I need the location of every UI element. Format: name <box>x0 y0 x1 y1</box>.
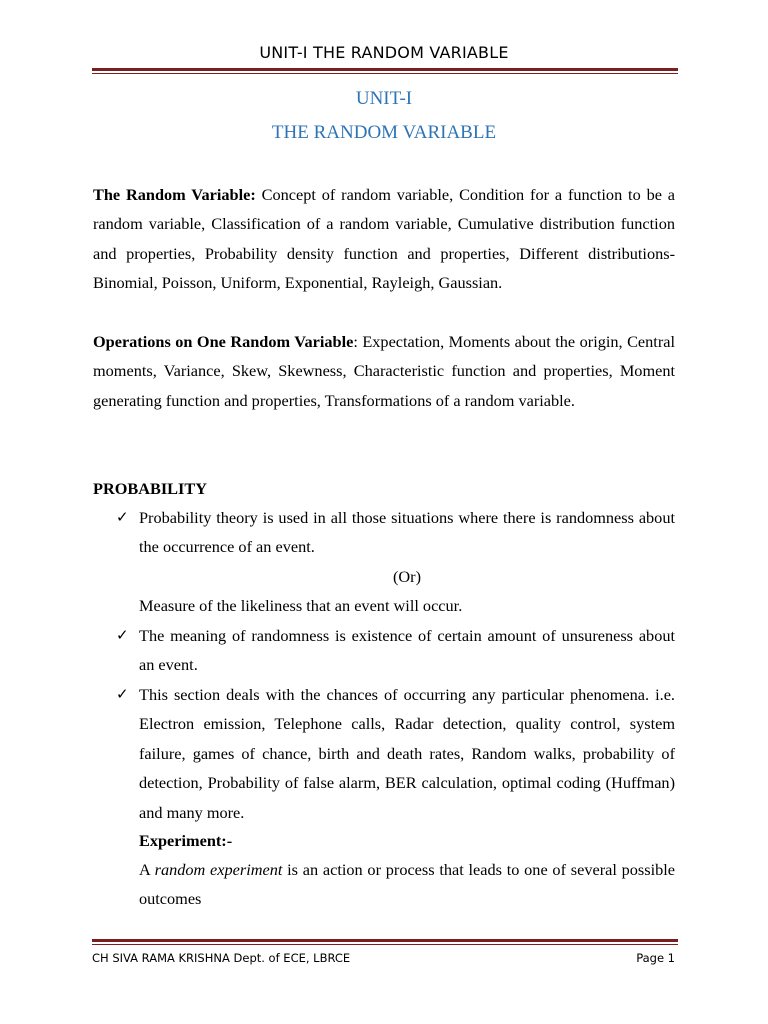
bullet-randomness: The meaning of randomness is existence of certain amount of unsureness about an event. <box>139 626 675 675</box>
bullet-applications: This section deals with the chances of occurring any particular phenomena. i.e. Electron emission, Telephone calls, Radar detection, quality control, system failure, games of chance, birth and death rates, Random walks, probability of detection, Probability of false alarm, BER calculation, optimal coding (Huffman) and many more. <box>139 685 675 822</box>
check-icon: ✓ <box>116 510 129 526</box>
running-header: UNIT-I THE RANDOM VARIABLE <box>259 43 509 62</box>
exp-a: A <box>139 860 155 879</box>
syllabus-ops-label: Operations on One Random Variable <box>93 332 354 351</box>
header-rule <box>92 68 678 74</box>
page-number: Page 1 <box>636 951 675 965</box>
syllabus-random-variable <box>93 180 675 298</box>
footer-author: CH SIVA RAMA KRISHNA Dept. of ECE, LBRCE <box>92 951 351 965</box>
syllabus-rv-text: Concept of random variable, Condition for a function to be a random variable, Classification of a random variable, Cumulative distribution function and properties, Probability density function and properties, Different distributions-Binomial, Poisson, Uniform, Exponential, Rayleigh, Gaussian. <box>93 185 676 293</box>
syllabus-operations <box>93 327 675 415</box>
or-separator: (Or) <box>392 567 422 586</box>
check-icon: ✓ <box>116 628 129 644</box>
chapter-title: THE RANDOM VARIABLE <box>271 122 497 143</box>
syllabus-ops-text: : Expectation, Moments about the origin, Central moments, Variance, Skew, Skewness, Characteristic function and properties, Moment generating function and properties, Transformations of a random variable. <box>93 332 675 410</box>
probability-heading: PROBABILITY <box>93 479 207 498</box>
bullet-probability-theory: Probability theory is used in all those situations where there is randomness about the occurrence of an event. <box>139 508 675 557</box>
experiment-heading: Experiment:- <box>139 831 233 850</box>
measure-definition: Measure of the likeliness that an event will occur. <box>139 596 463 615</box>
exp-term: random experiment <box>154 860 283 879</box>
check-icon: ✓ <box>116 687 129 703</box>
experiment-definition <box>139 855 675 914</box>
footer-rule <box>92 939 678 945</box>
unit-title: UNIT-I <box>355 88 413 109</box>
syllabus-rv-label: The Random Variable: <box>93 185 256 204</box>
exp-rest: is an action or process that leads to one of several possible outcomes <box>139 860 675 909</box>
